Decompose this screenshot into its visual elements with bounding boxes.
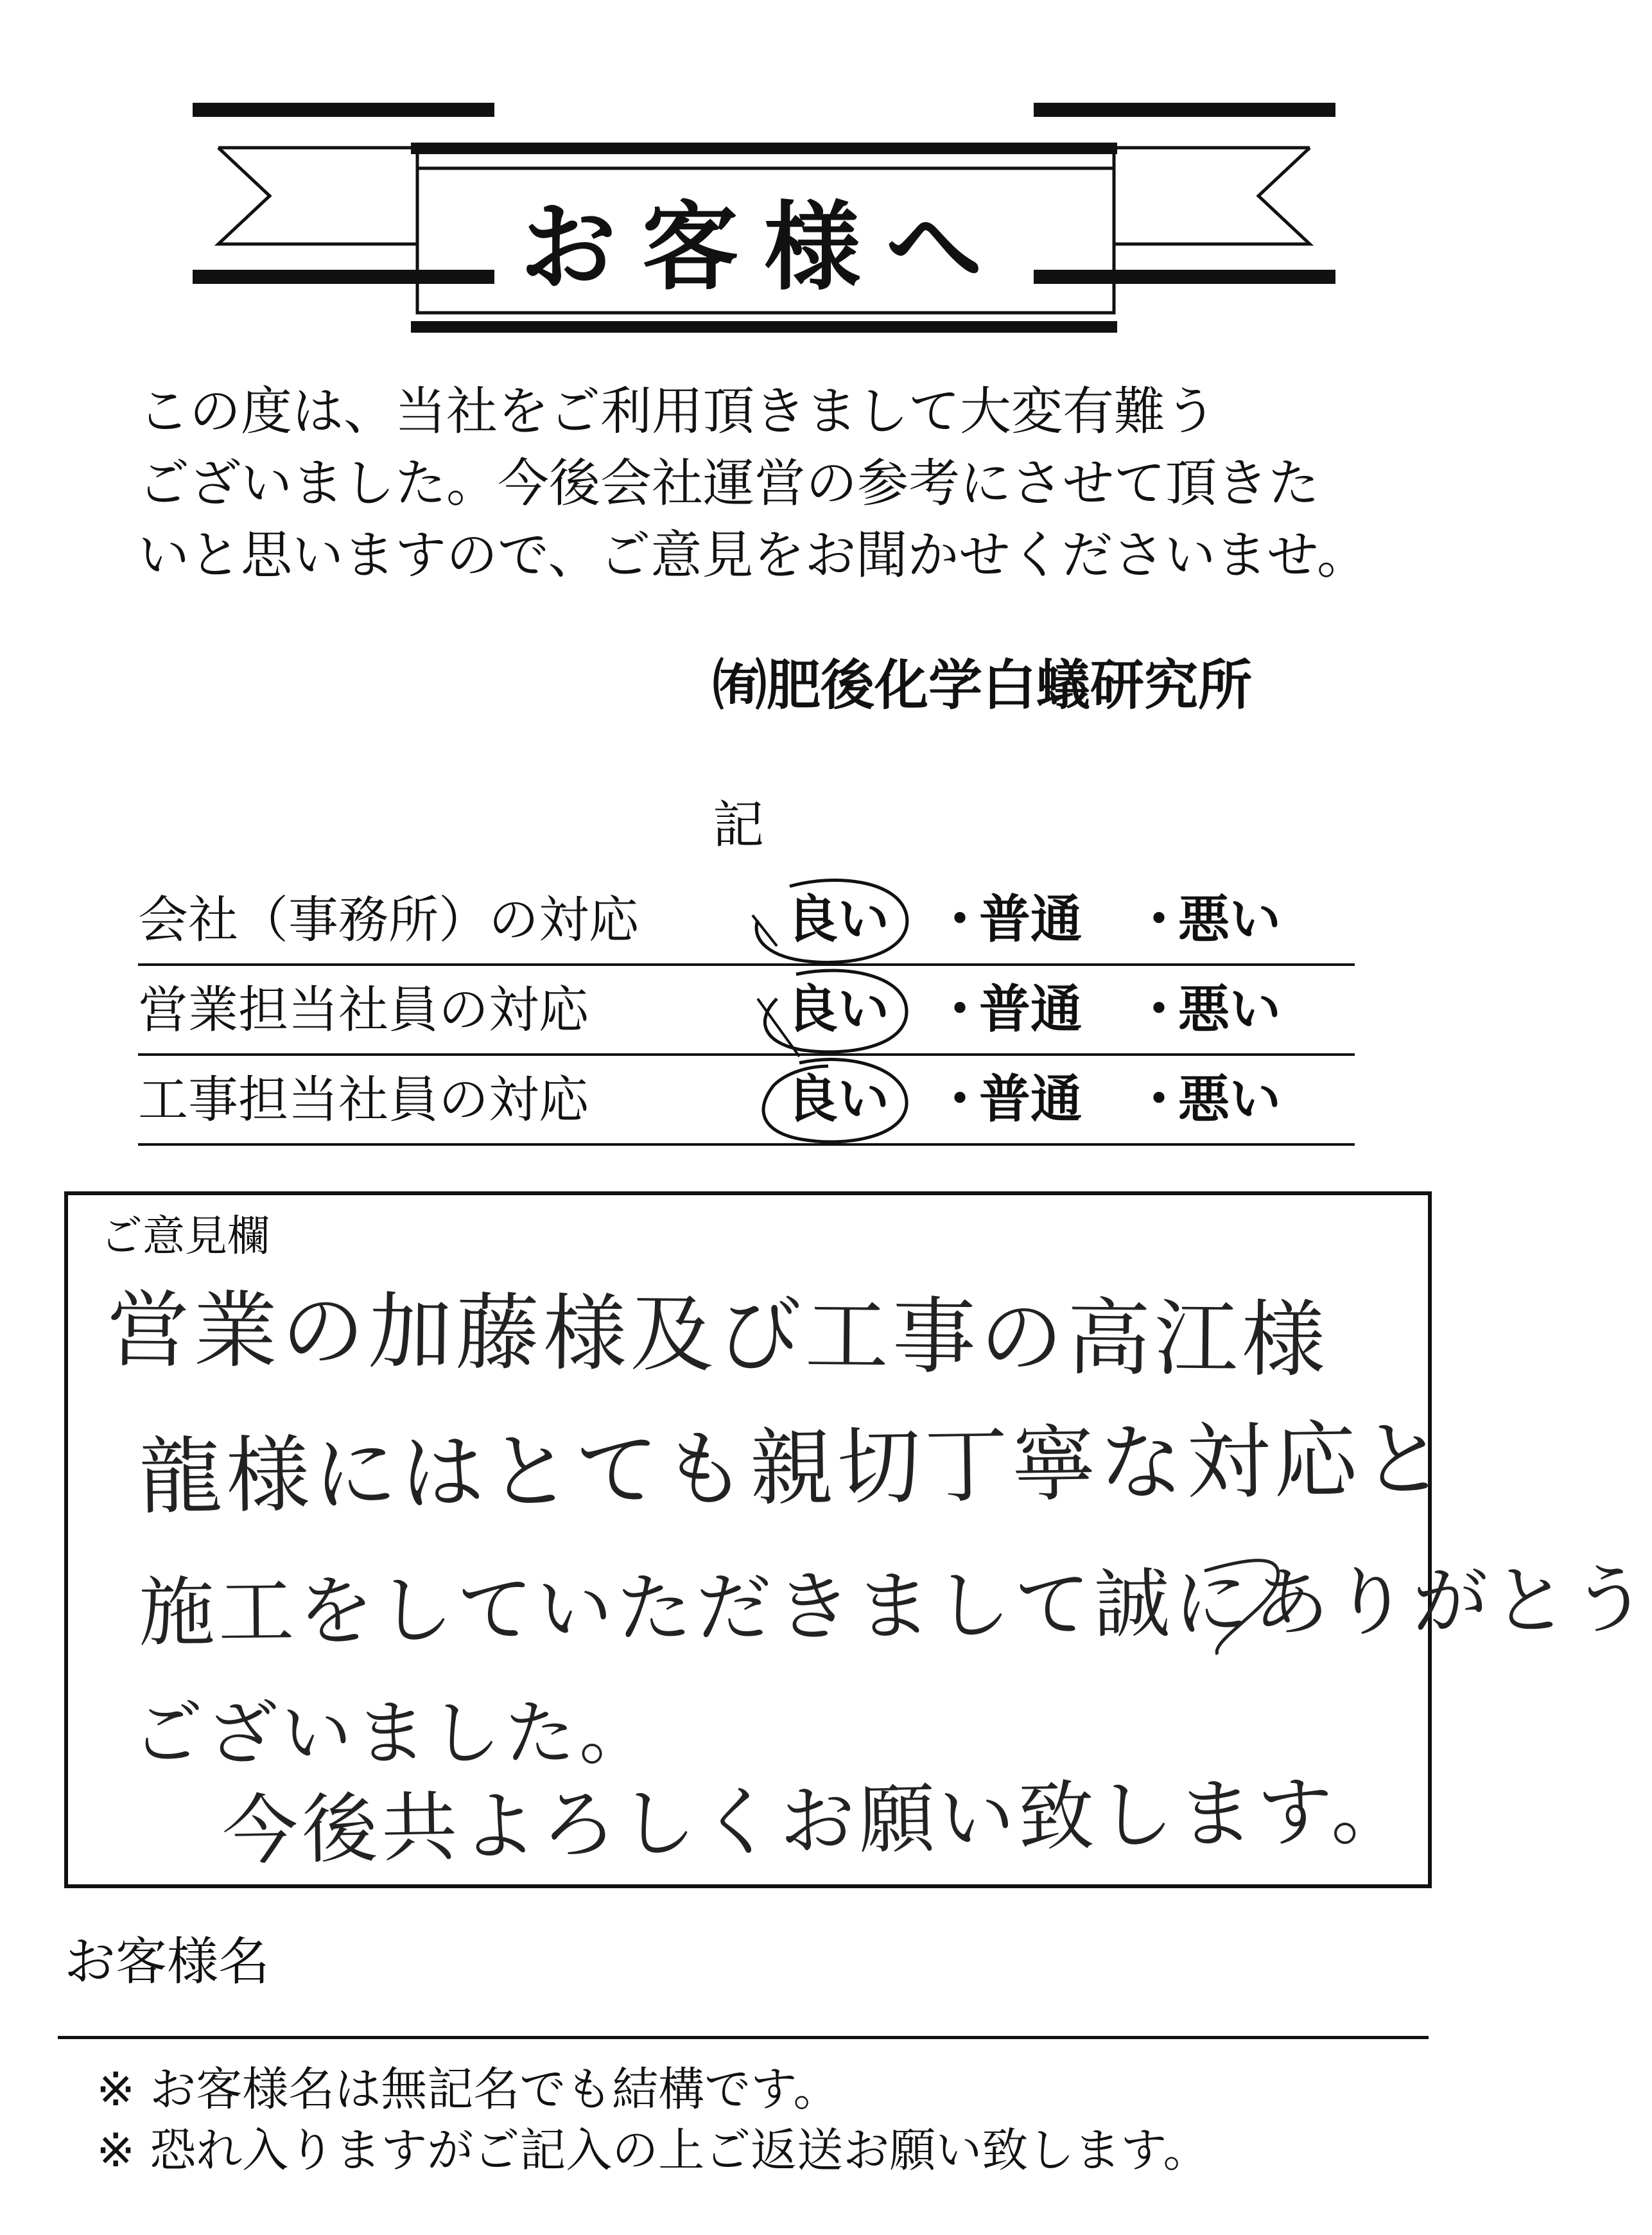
option-good[interactable]: 良い [787,1069,889,1129]
rating-row-construction[interactable] [138,1053,1355,1146]
option-bad[interactable]: 悪い [1178,979,1281,1039]
rating-label: 工事担当社員の対応 [138,1071,589,1129]
separator: ・ [1133,979,1185,1039]
option-bad[interactable]: 悪い [1178,1069,1281,1129]
separator: ・ [1133,890,1185,949]
option-normal[interactable]: 普通 [979,979,1082,1039]
intro-paragraph [138,376,1371,592]
customer-name-field[interactable] [321,1965,1413,2029]
option-normal[interactable]: 普通 [979,1069,1082,1129]
footer-note: ※ お客様名は無記名でも結構です。 [96,2062,840,2116]
ki-heading: 記 [713,795,764,855]
intro-line: ございました。今後会社運営の参考にさせて頂きた [138,453,1319,513]
comment-box[interactable] [64,1191,1652,1888]
handwriting-stroke [68,1195,1429,1886]
handwritten-comment-line: 施工をしていただきまして誠にありがとう [138,1555,1652,1657]
intro-line: いと思いますので、ご意見をお聞かせくださいませ。 [138,525,1368,585]
handwritten-comment-line: ございました。 [132,1692,654,1775]
comment-label: ご意見欄 [100,1211,270,1261]
customer-name-label: お客様名 [64,1932,270,1992]
separator: ・ [934,1069,986,1129]
rating-label: 会社（事務所）の対応 [138,891,639,949]
footer-note: ※ 恐れ入りますがご記入の上ご返送お願い致します。 [96,2123,1210,2177]
rating-row-company[interactable] [138,873,1355,966]
handwritten-comment-line: 龍様にはとても親切丁寧な対応と [138,1410,1450,1526]
handwritten-comment-line: 営業の加藤様及び工事の高江様 [106,1281,1330,1389]
rating-row-sales[interactable] [138,963,1355,1056]
separator: ・ [934,979,986,1039]
rating-label: 営業担当社員の対応 [138,981,589,1039]
separator: ・ [1133,1069,1185,1129]
option-normal[interactable]: 普通 [979,890,1082,949]
company-name: ㈲肥後化学白蟻研究所 [713,654,1253,717]
banner-title: お客様へ [519,191,1008,304]
option-bad[interactable]: 悪い [1178,890,1281,949]
option-good[interactable]: 良い [787,890,889,949]
intro-line: この度は、当社をご利用頂きまして大変有難う [138,381,1217,441]
customer-name-underline [58,2036,1429,2039]
handwritten-comment-line: 今後共よろしくお願い致します。 [221,1766,1411,1875]
option-good[interactable]: 良い [787,979,889,1039]
separator: ・ [934,890,986,949]
